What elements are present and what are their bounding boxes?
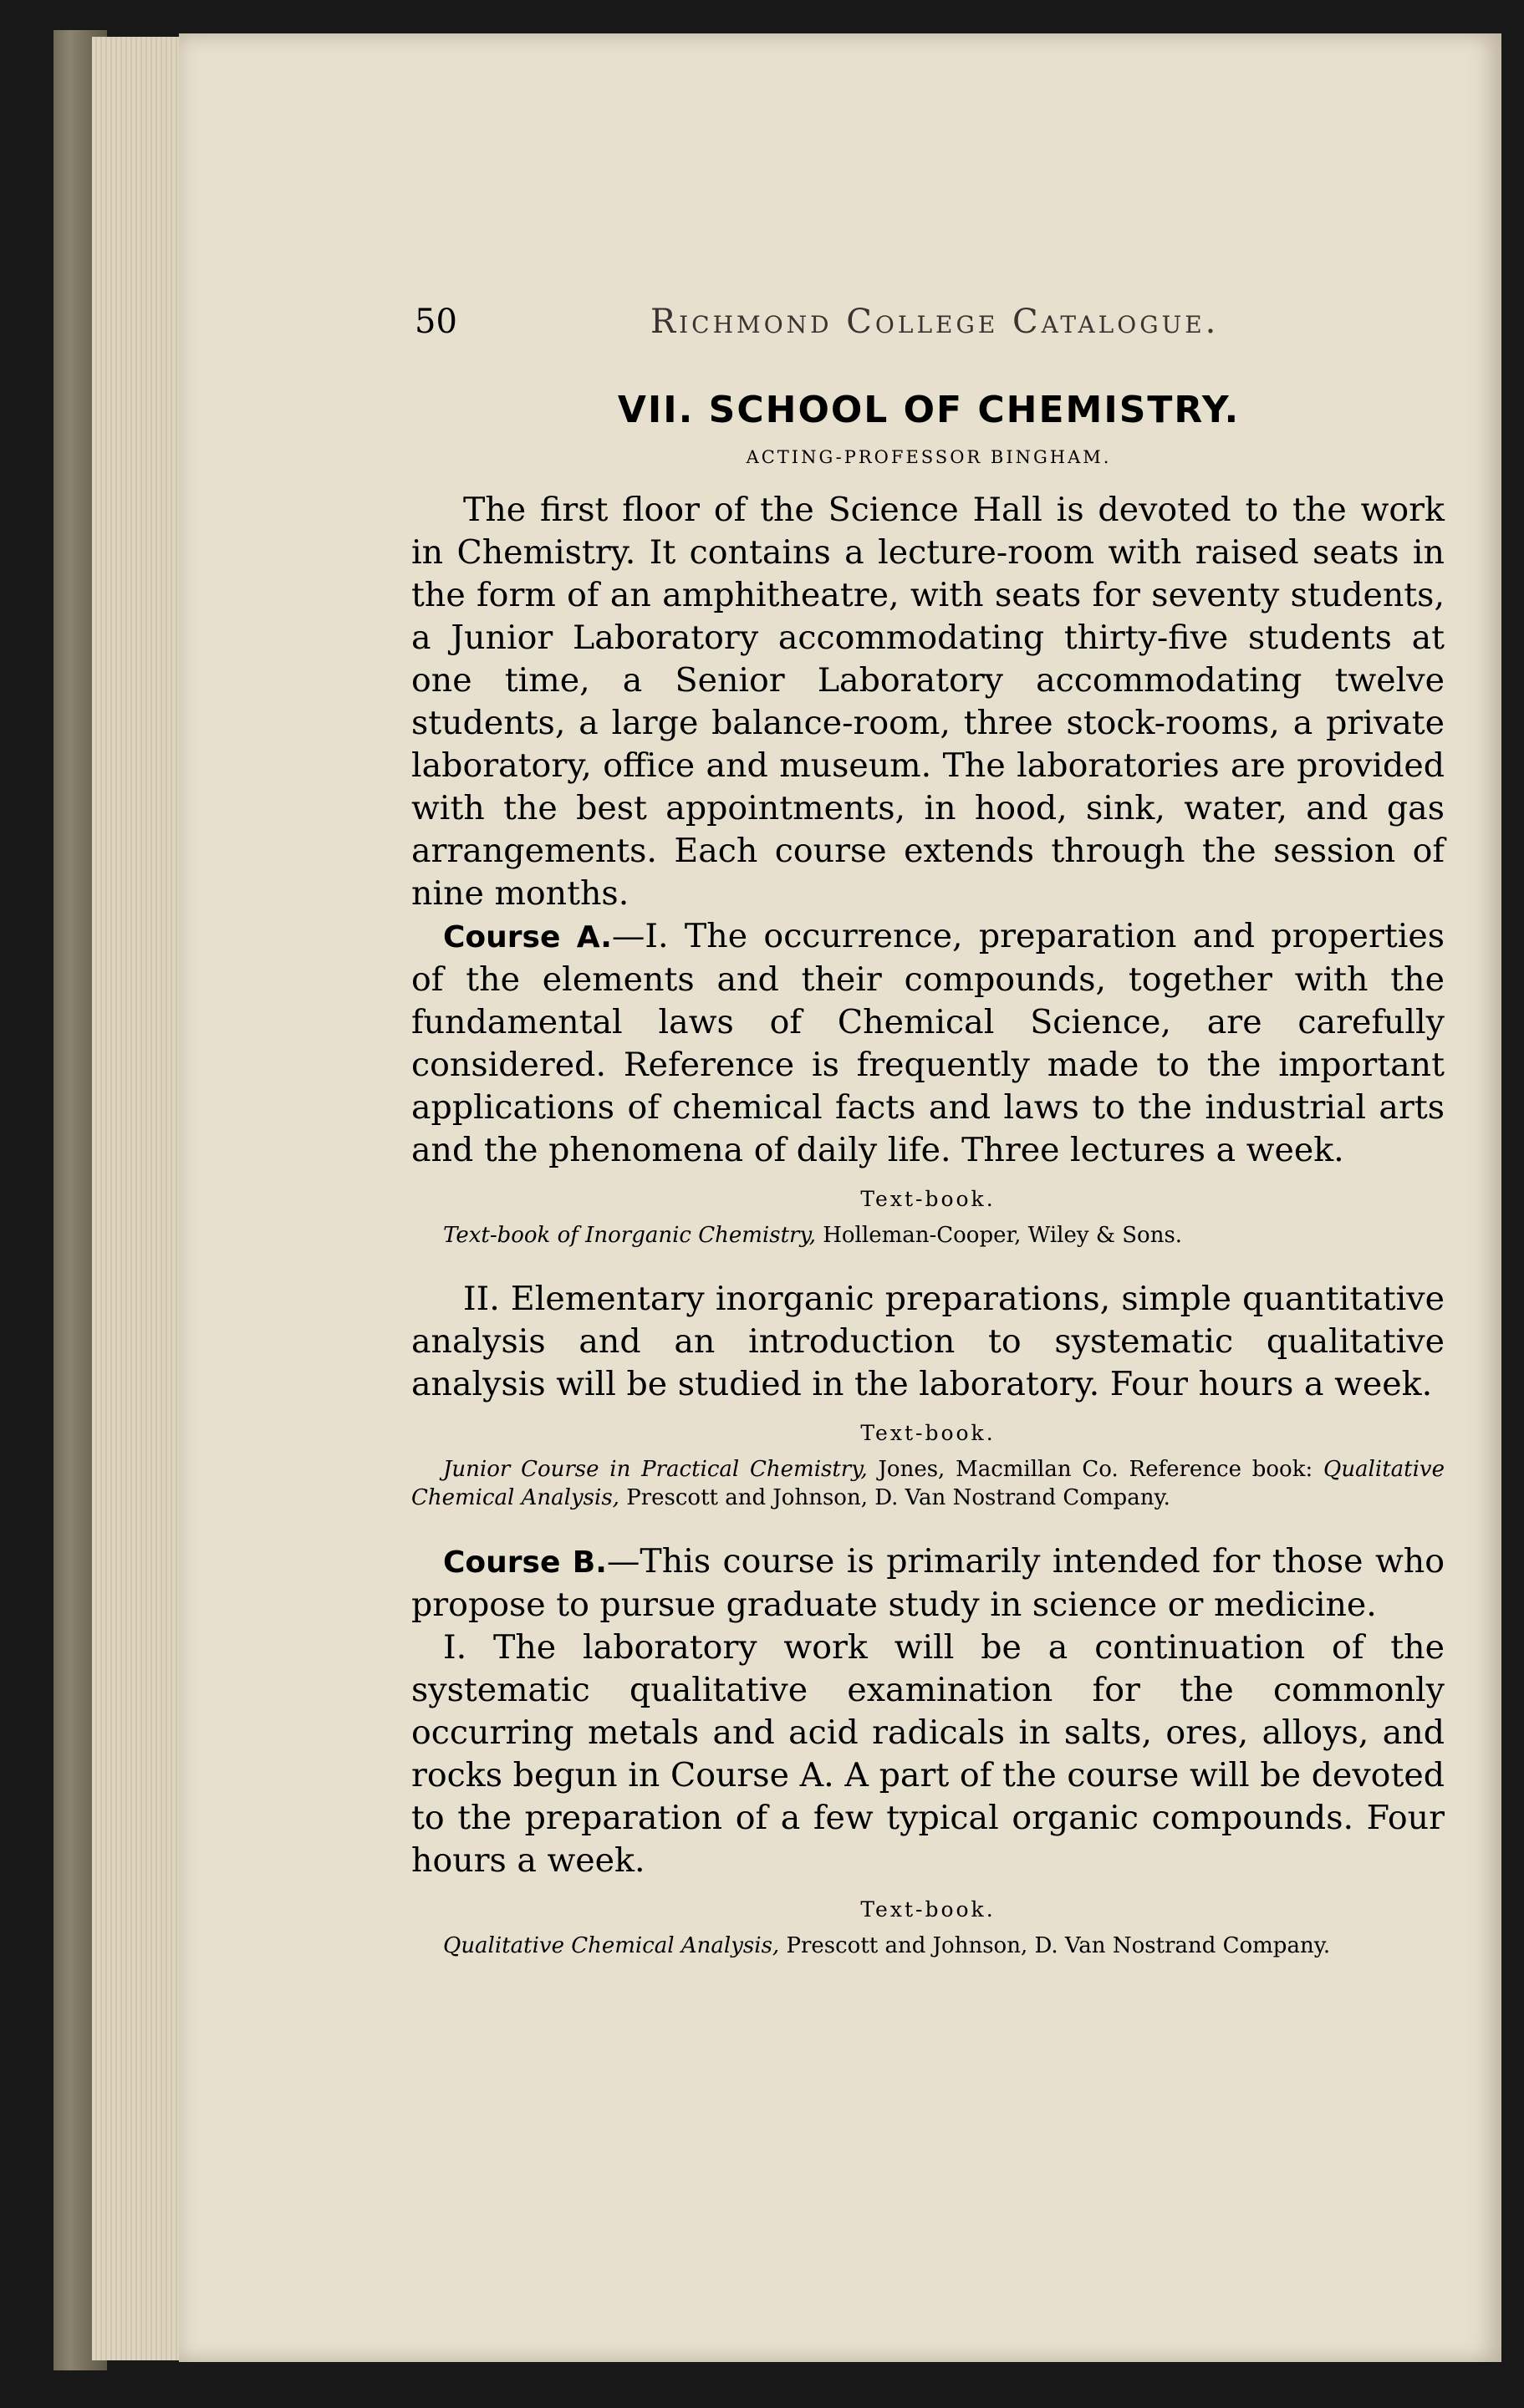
textbook-entry (411, 1932, 1445, 1960)
textbook-entry (411, 1221, 1445, 1250)
textbook-publisher: Jones, Macmillan Co. Reference book: (867, 1457, 1323, 1482)
section-professor: ACTING-PROFESSOR BINGHAM. (746, 447, 1112, 467)
course-b-lead: Course B. (443, 1545, 607, 1580)
textbook-label: Text-book. (860, 1421, 996, 1445)
textbook-title: Qualitative Chemical Analysis, (443, 1933, 780, 1958)
course-a-part1: —I. The occurrence, preparation and properties of the elements and their compounds, together with the fundamental laws of Chemical Science, are carefully considered. Reference is frequently made to the important applications of chemical facts and laws to the industrial arts and the phenomena of daily life. Three lectures a week. (411, 917, 1445, 1169)
course-b-intro: —This course is primarily intended for those who propose to pursue graduate study in science or medicine. (411, 1542, 1445, 1624)
page-number: 50 (415, 303, 457, 341)
course-a-part2: II. Elementary inorganic preparations, simple quantitative analysis and an introduction to systematic qualitative analysis will be studied in the laboratory. Four hours a week. (411, 1280, 1445, 1403)
page-body (411, 489, 1445, 1960)
section-title: VII. SCHOOL OF CHEMISTRY. (617, 389, 1241, 431)
course-a-paragraph (411, 915, 1445, 1172)
course-a-lead: Course A. (443, 920, 612, 955)
course-b-part1: I. The laboratory work will be a continuation of the systematic qualitative examination for the commonly occurring metals and acid radicals in salts, ores, alloys, and rocks begun in Course A. A part of the course will be devoted to the preparation of a few typical organic compounds. Four hours a week. (411, 1628, 1445, 1880)
textbook-label: Text-book. (860, 1187, 996, 1211)
textbook-title: Junior Course in Practical Chemistry, (443, 1457, 868, 1482)
course-b-paragraph (411, 1540, 1445, 1627)
textbook-publisher: Prescott and Johnson, D. Van Nostrand Company. (779, 1933, 1331, 1958)
reference-book-title: Qualitative Chemical Analysis, (411, 1457, 1445, 1510)
page-edges (92, 37, 192, 2360)
textbook-entry (411, 1455, 1445, 1512)
running-title: Richmond College Catalogue. (650, 303, 1220, 341)
textbook-title: Text-book of Inorganic Chemistry, (443, 1223, 816, 1248)
running-header (415, 303, 1251, 353)
textbook-publisher: Holleman-Cooper, Wiley & Sons. (815, 1223, 1183, 1248)
intro-paragraph: The first floor of the Science Hall is devoted to the work in Chemistry. It contains a lecture-room with raised seats in the form of an amphitheatre, with seats for seventy students, a Junior Laboratory accommodating thirty-five students at one time, a Senior Laboratory accommodating twelve students, a large balance-room, three stock-rooms, a private laboratory, office and museum. The laboratories are provided with the best appointments, in hood, sink, water, and gas arrangements. Each course extends through the session of nine months. (411, 491, 1445, 913)
reference-book-publisher: Prescott and Johnson, D. Van Nostrand Company. (619, 1485, 1170, 1510)
textbook-label: Text-book. (860, 1897, 996, 1922)
